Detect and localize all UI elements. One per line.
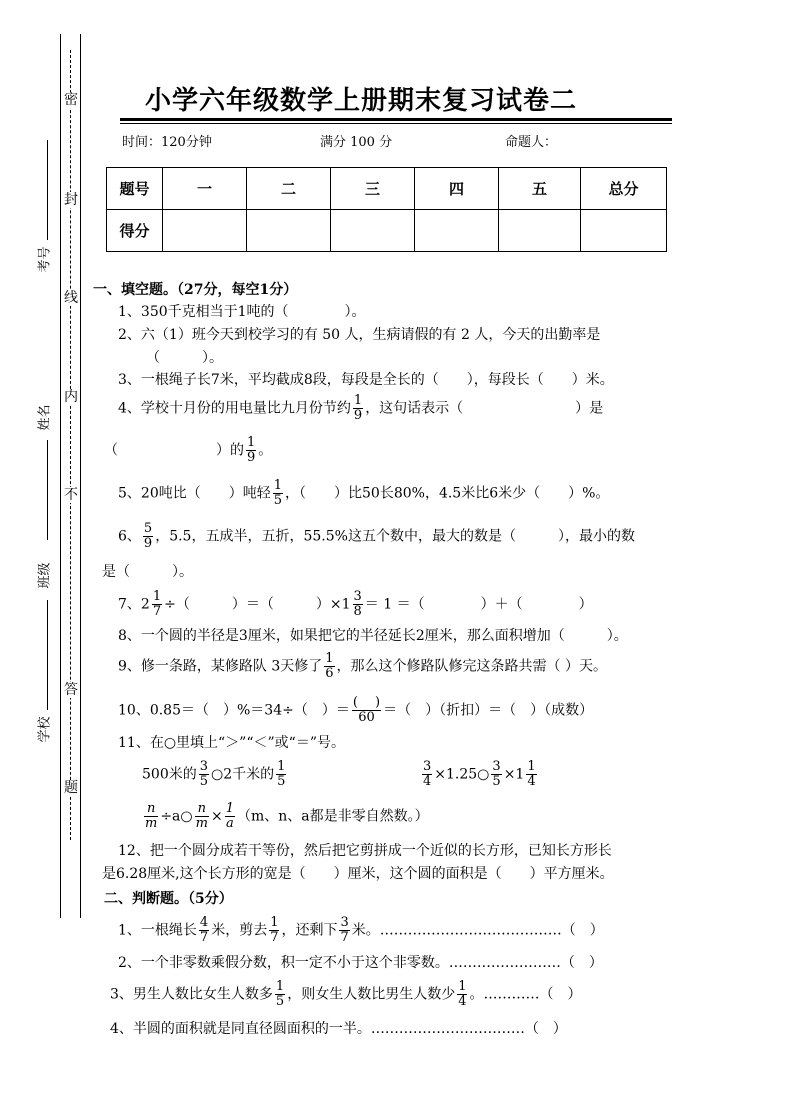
numerator: 1 [325,651,334,666]
fraction-1-4 [457,980,467,1009]
label-name: 姓名 [37,404,53,431]
q11c-post: （m、n、a都是非零自然数。） [236,808,429,825]
question-1-12b: 是6.28厘米,这个长方形的宽是（ ）厘米，这个圆的面积是（ ）平方厘米。 [102,866,614,882]
q7-pre: 7、 [118,596,141,613]
q11b-mid1: ×1.25○ [434,766,490,783]
denominator: 4 [527,774,536,789]
info-time: 时间：120分钟 [122,135,212,150]
denominator: 5 [492,774,501,789]
q5-a: 5、20吨比（ ）吨轻 [118,485,271,502]
score-header-cell: 一 [163,168,247,210]
score-header-cell: 三 [331,168,415,210]
label-school: 学校 [37,716,53,743]
fraction-1-7 [152,590,162,619]
q7-post: ＝ 1 ＝（ ）＋（ ） [364,596,593,613]
denominator: 5 [277,774,286,789]
denominator: 9 [353,408,363,423]
question-1-11a [142,760,288,789]
denominator: 5 [199,774,209,789]
fraction-1-6 [324,652,334,681]
fraction-3-5 [491,760,501,789]
q11a-mid: ○2千米的 [211,766,275,783]
fraction-1-9 [353,394,363,423]
score-input-cell[interactable] [499,210,581,252]
question-1-6a [118,522,635,551]
fraction-1-a [225,802,235,831]
numerator: 3 [340,915,349,930]
question-1-3: 3、一根绳子长7米，平均截成8段，每段是全长的（ ），每段长（ ）米。 [118,372,614,388]
seal-char-ti: 题 [64,780,78,796]
numerator: 1 [270,915,279,930]
question-1-4a [118,394,603,423]
q11c-mid1: ÷a○ [160,808,193,825]
numerator: 1 [247,435,256,450]
numerator: 1 [458,979,467,994]
page-title: 小学六年级数学上册期末复习试卷二 [145,86,578,116]
question-1-5 [118,479,609,508]
numerator: 3 [353,589,362,604]
question-2-4: 4、半圆的面积就是同直径圆面积的一半。……………………………（ ） [110,1021,567,1037]
q6a-post: ，5.5，五成半，五折，55.5%这五个数中，最大的数是（ ），最小的数 [155,528,635,545]
fraction-5-9 [143,522,153,551]
title-rule-thin [120,123,672,124]
numerator: n [144,802,158,817]
numerator: ( ) [352,695,381,710]
q11a-pre: 500米的 [142,766,197,783]
numerator: 3 [492,759,501,774]
q4b-pre: （ ）的 [104,442,244,459]
question-1-10 [118,696,593,725]
question-1-7 [118,590,593,619]
fraction-3-8 [353,590,363,619]
denominator: 7 [270,930,279,945]
info-author: 命题人： [505,135,558,150]
q4a-pre: 4、学校十月份的用电量比九月份节约 [118,400,351,417]
fraction-1-5 [275,980,285,1009]
denominator: 8 [353,604,362,619]
question-1-1: 1、350千克相当于1吨的（ ）。 [118,304,366,320]
denominator: m [195,816,208,831]
score-input-cell[interactable] [331,210,415,252]
binding-border-right [80,34,81,918]
score-header-cell: 五 [499,168,581,210]
question-1-11: 11、在○里填上“＞”“＜”或“＝”号。 [118,735,345,751]
q5-b: ，（ ）比50长80%，4.5米比6米少（ ）%。 [285,485,610,502]
label-class: 班级 [37,562,53,589]
denominator: 7 [152,604,162,619]
question-1-6b: 是（ ）。 [102,564,193,580]
field-class-line[interactable] [47,600,48,710]
denominator: 60 [358,710,375,725]
question-1-11c [142,802,429,831]
question-1-11b [420,760,539,789]
score-header-cell: 四 [415,168,499,210]
q2-3-pre: 3、男生人数比女生人数多 [110,986,273,1003]
q2-1-post: 米。…………………………………（ ） [351,922,604,939]
denominator: 4 [458,994,467,1009]
numerator: 1 [225,801,234,816]
fraction-3-7 [339,916,349,945]
question-1-8: 8、一个圆的半径是3厘米，如果把它的半径延长2厘米，那么面积增加（ ）。 [118,628,628,644]
numerator: 3 [199,759,209,774]
field-exam-number-line[interactable] [47,140,48,240]
score-header-cell: 二 [247,168,331,210]
score-table-header-row [107,168,667,210]
fraction-4-7 [199,916,209,945]
score-row-label: 得分 [107,210,163,252]
fraction-n-m [144,802,158,831]
q6a-pre: 6、 [118,528,141,545]
mixed-number [141,590,164,619]
score-input-cell[interactable] [163,210,247,252]
question-1-12a: 12、把一个圆分成若干等份，然后把它剪拼成一个近似的长方形，已知长方形长 [118,843,612,859]
numerator: 4 [199,915,209,930]
score-table [106,167,667,252]
q9-post: ，那么这个修路队修完这条路共需（ ）天。 [336,658,607,675]
numerator: 1 [273,478,283,493]
section2-heading: 二、判断题。（5分） [104,891,233,907]
score-input-cell[interactable] [415,210,499,252]
score-header-cell: 总分 [581,168,667,210]
q4a-post: ，这句话表示（ ）是 [365,400,604,417]
seal-char-xian: 线 [64,290,78,306]
question-1-2a: 2、六（1）班今天到校学习的有 50 人，生病请假的有 2 人，今天的出勤率是 [118,327,601,343]
info-full-score: 满分 100 分 [320,135,393,150]
question-1-9 [118,652,607,681]
label-exam-number: 考号 [37,246,53,273]
fraction-1-5 [276,760,286,789]
denominator: 7 [340,930,349,945]
score-header-cell: 题号 [107,168,163,210]
numerator: 3 [423,759,432,774]
mixed-whole: 1 [341,596,351,613]
q10-pre: 10、0.85＝（ ）%＝34÷（ ）＝ [118,702,350,719]
fraction-1-5 [273,479,283,508]
q2-3-mid: ，则女生人数比男生人数少 [287,986,456,1003]
denominator: 4 [423,774,432,789]
q9-pre: 9、修一条路，某修路队 3天修了 [118,658,323,675]
fraction-n-m [195,802,209,831]
mixed-number [342,590,365,619]
numerator: 1 [527,759,536,774]
q10-post: ＝（ ）（折扣）＝（ ）（成数） [383,702,594,719]
seal-char-nei: 内 [64,389,78,405]
numerator: 1 [152,589,162,604]
title-rule-thick [120,118,672,121]
question-2-1 [118,916,604,945]
denominator: 9 [247,450,256,465]
binding-dashed-line [70,50,71,840]
score-input-cell[interactable] [247,210,331,252]
question-2-3 [110,980,581,1009]
q2-1-pre: 1、一根绳长 [118,922,197,939]
question-1-2b: （ ）。 [146,350,223,366]
question-2-2: 2、一个非零数乘假分数，积一定不小于这个非零数。……………………（ ） [118,955,603,971]
denominator: a [225,816,234,831]
denominator: 5 [273,493,283,508]
fraction-blank-60 [352,696,381,725]
seal-char-da: 答 [64,682,78,698]
denominator: 5 [275,994,285,1009]
score-table-score-row [107,210,667,252]
question-1-4b [104,436,272,465]
q2-3-post: 。…………（ ） [469,986,582,1003]
numerator: 1 [277,759,286,774]
q7-mid: ÷（ ）＝（ ）× [164,596,342,613]
fraction-1-7 [269,916,279,945]
q11c-mid2: × [210,808,223,825]
denominator: 9 [143,536,153,551]
section1-heading: 一、填空题。（27分，每空1分） [93,282,298,298]
numerator: 1 [353,393,363,408]
q11b-mid2: ×1 [503,766,525,783]
denominator: 7 [199,930,209,945]
field-name-line[interactable] [47,440,48,540]
fraction-1-4 [526,760,536,789]
seal-char-mi: 密 [64,92,78,108]
seal-char-feng: 封 [64,192,78,208]
q2-1-mid1: 米，剪去 [211,922,268,939]
score-input-cell[interactable] [581,210,667,252]
q4b-post: 。 [258,442,273,459]
fraction-3-5 [199,760,209,789]
numerator: 5 [143,521,153,536]
binding-border-left [60,34,61,918]
numerator: n [195,802,209,817]
fraction-3-4 [422,760,432,789]
q2-1-mid2: ，还剩下 [281,922,338,939]
denominator: m [145,816,158,831]
seal-char-bu: 不 [64,487,78,503]
numerator: 1 [275,979,285,994]
mixed-whole: 2 [140,596,150,613]
fraction-1-9 [246,436,256,465]
denominator: 6 [325,666,334,681]
